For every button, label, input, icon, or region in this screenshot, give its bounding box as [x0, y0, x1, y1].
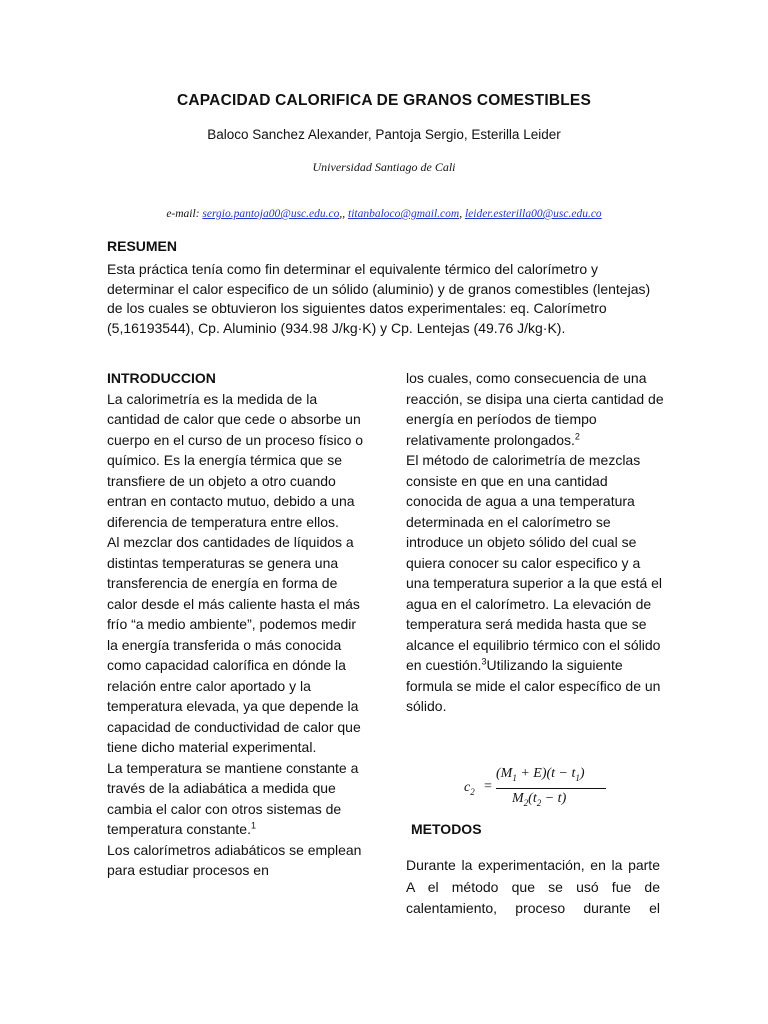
formula-den-subscript: 2: [523, 797, 529, 808]
formula-lhs-symbol: c: [464, 780, 471, 795]
email-label: e-mail:: [166, 208, 200, 220]
reference-mark: 2: [574, 430, 580, 441]
email-separator: ,: [339, 208, 343, 220]
intro-paragraph-2: Al mezclar dos cantidades de líquidos a distintas temperaturas se genera una transferencia de energía en forma de calor desde el más caliente hasta el más frío “a medio ambiente”, podemos medir la energía transferida o más conocida como capacidad calorífica en dónde la relación entre calor aportado y la temperatura elevada, ya que depende la capacidad de conductividad de calor que tiene dicho material experimental.: [107, 534, 361, 755]
right-column: [406, 368, 666, 717]
metodos-heading: METODOS: [411, 821, 482, 837]
formula-equals: =: [484, 779, 492, 794]
introduccion-heading: INTRODUCCION: [107, 370, 216, 386]
paper-authors: Baloco Sanchez Alexander, Pantoja Sergio, Esterilla Leider: [207, 127, 561, 142]
email-line: [0, 208, 768, 220]
formula-denominator: [512, 791, 566, 808]
metodos-text: Durante la experimentación, en la parte A el método que se usó fue de calentamiento, proceso durante el: [406, 857, 660, 916]
formula-fraction-bar: [496, 788, 606, 789]
formula-den-part: − t): [541, 791, 567, 806]
reference-mark: 1: [250, 820, 256, 831]
email-separator: ,: [459, 208, 465, 220]
formula-lhs: [464, 780, 475, 797]
formula-num-part: (M: [496, 766, 513, 781]
formula-numerator: [496, 766, 585, 783]
intro-paragraph-3: [107, 758, 365, 840]
specific-heat-formula: [462, 766, 612, 816]
email-separator: ,: [342, 208, 348, 220]
right-paragraph-2-text: El método de calorimetría de mezclas consiste en que en una cantidad conocida de agua a una temperatura determinada en el calorímetro se introduce un objeto sólido del cual se quiera conocer su calor especifico y a una temperatura superior a la que está el agua en el calorímetro. La elevación de temperatura será medida hasta que se alcance el equilibrio térmico con el sólido en cuestión.: [406, 452, 663, 673]
resumen-text: Esta práctica tenía como fin determinar el equivalente térmico del calorímetro y determinar el calor especifico de un sólido (aluminio) y de granos comestibles (lentejas) de los cuales se obtuvieron los siguientes datos experimentales: eq. Calorímetro (5,16193544), Cp. Aluminio (934.98 J/kg·K) y Cp. Lentejas (49.76 J/kg·K).: [107, 261, 651, 336]
formula-den-part: M: [512, 791, 524, 806]
formula-num-subscript: 1: [575, 772, 580, 783]
left-column: [107, 368, 365, 881]
intro-paragraph-3-text: La temperatura se mantiene constante a través de la adiabática a medida que cambia el calor con otros sistemas de temperatura constante.: [107, 759, 359, 837]
right-paragraph-2: [406, 450, 666, 717]
paper-affiliation: Universidad Santiago de Cali: [312, 160, 456, 174]
formula-num-part: + E)(t − t: [516, 766, 576, 781]
email-link-baloco[interactable]: titanbaloco@gmail.com: [348, 208, 460, 220]
right-paragraph-1: [406, 368, 666, 450]
formula-num-part: ): [579, 766, 585, 781]
formula-lhs-subscript: 2: [470, 786, 475, 797]
resumen-heading: RESUMEN: [107, 238, 178, 254]
reference-mark: 3: [481, 656, 487, 667]
right-paragraph-1-text: los cuales, como consecuencia de una reacción, se disipa una cierta cantidad de energía en períodos de tiempo relativamente prolongados.: [406, 370, 664, 448]
formula-num-subscript: 1: [512, 772, 517, 783]
email-link-pantoja[interactable]: sergio.pantoja00@usc.edu.co: [202, 208, 340, 220]
formula-den-part: (t: [528, 791, 537, 806]
intro-paragraph-4: Los calorímetros adiabáticos se emplean para estudiar procesos en: [107, 841, 362, 878]
paper-title: CAPACIDAD CALORIFICA DE GRANOS COMESTIBLES: [177, 92, 591, 109]
email-link-esterilla[interactable]: leider.esterilla00@usc.edu.co: [464, 208, 602, 220]
right-paragraph-2-tail: Utilizando la siguiente formula se mide el calor específico de un sólido.: [406, 657, 661, 714]
intro-paragraph-1: La calorimetría es la medida de la cantidad de calor que cede o absorbe un cuerpo en el curso de un proceso físico o químico. Es la energía térmica que se transfiere de un objeto a otro cuando entran en contacto mutuo, debido a una diferencia de temperatura entre ellos.: [107, 390, 364, 530]
formula-den-subscript: 2: [536, 797, 542, 808]
